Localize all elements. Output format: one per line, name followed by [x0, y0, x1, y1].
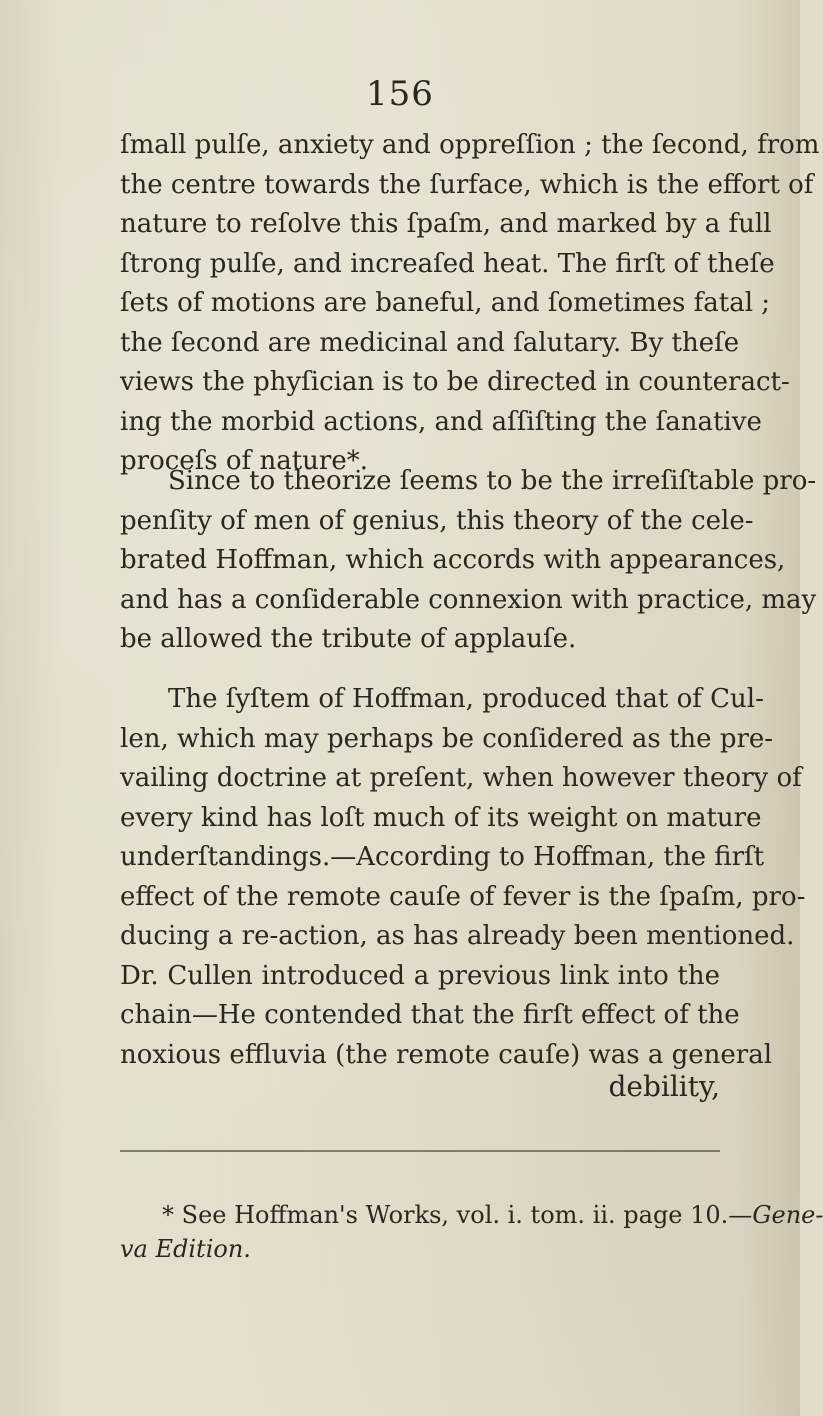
page-number: 156 [366, 74, 434, 114]
text-line: chain—He contended that the firſt effect of the [120, 1000, 740, 1030]
text-line: every kind has loſt much of its weight on mature [120, 802, 762, 833]
paragraph-2 [120, 462, 817, 660]
text-line: proceſs of nature*. [120, 446, 368, 476]
text-line: brated Hoffman, which accords with appearances, [120, 545, 786, 575]
footnote [120, 1198, 823, 1266]
footnote-line: va Edition. [120, 1235, 251, 1263]
text-line: vailing doctrine at preſent, when however theory of [120, 763, 802, 793]
text-line: Since to theorize ſeems to be the irreſiſtable pro- [168, 466, 817, 496]
text-line: ſets of motions are baneful, and ſometimes fatal ; [120, 288, 771, 318]
text-line: views the phyſician is to be directed in counteract- [120, 367, 790, 397]
footnote-line [120, 1198, 823, 1232]
text-line: ſtrong pulſe, and increaſed heat. The firſt of theſe [120, 248, 775, 279]
text-line: nature to reſolve this ſpaſm, and marked by a full [120, 209, 772, 239]
text-line: and has a conſiderable connexion with practice, may [120, 584, 817, 615]
text-line: penſity of men of genius, this theory of the cele- [120, 505, 754, 536]
footnote-divider [120, 1150, 720, 1152]
catchword: debility, [608, 1070, 720, 1103]
text-line: ſmall pulſe, anxiety and oppreſſion ; the ſecond, from [120, 130, 820, 160]
text-line: be allowed the tribute of applauſe. [120, 624, 577, 654]
paragraph-3 [120, 680, 806, 1075]
footnote-text: * See Hoffman's Works, vol. i. tom. ii. page 10.— [162, 1201, 753, 1229]
text-line: the ſecond are medicinal and ſalutary. By theſe [120, 327, 740, 358]
text-line: effect of the remote cauſe of fever is the ſpaſm, pro- [120, 881, 806, 912]
text-line: The ſyſtem of Hoffman, produced that of Cul- [168, 684, 764, 714]
text-line: ducing a re-action, as has already been mentioned. [120, 921, 795, 951]
text-line: ing the morbid actions, and aſſiſting the ſanative [120, 406, 762, 437]
text-line: noxious effluvia (the remote cauſe) was a general [120, 1039, 773, 1070]
footnote-edition: Gene- [752, 1201, 823, 1229]
text-line: Dr. Cullen introduced a previous link into the [120, 960, 720, 991]
text-line: the centre towards the ſurface, which is the effort of [120, 169, 814, 200]
text-line: len, which may perhaps be conſidered as the pre- [120, 723, 774, 754]
text-line: underſtandings.—According to Hoffman, the firſt [120, 842, 765, 872]
